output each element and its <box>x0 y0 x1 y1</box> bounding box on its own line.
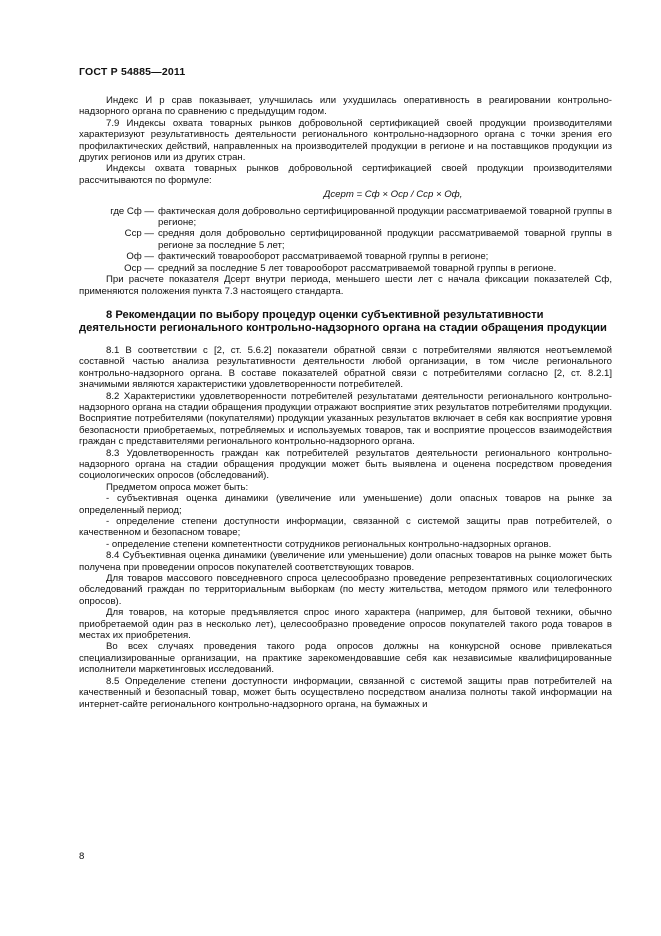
definitions-list <box>79 206 612 274</box>
definition-symbol: Оф — <box>126 251 154 263</box>
page-number: 8 <box>79 851 85 862</box>
paragraph: 8.2 Характеристики удовлетворенности потребителей результатами деятельности регионального контрольно-надзорного органа на стадии обращения продукции отражают восприятие этих результатов потребителями продукции. Восприятие потребителями (покупателями) продукции указанных результатов включает в себя как восприятие уровня безопасности приобретаемых, потребляемых и используемых товаров, так и восприятие процессов взаимодействия граждан с представителями регионального контрольно-надзорного органа. <box>79 390 612 448</box>
paragraph: Предметом опроса может быть: <box>106 481 249 493</box>
paragraph: 7.9 Индексы охвата товарных рынков добровольной сертификацией своей продукции производителями характеризуют результативность деятельности регионального контрольно-надзорного органа с точки зрения его профилактических действий, направленных на производителей продукции в регионе и на поставщиков продукции из других регионов или из других стран. <box>79 117 612 164</box>
definition-text: средний за последние 5 лет товарооборот рассматриваемой товарной группы в регионе. <box>158 262 557 274</box>
paragraph: 8.4 Субъективная оценка динамики (увеличение или уменьшение) доли опасных товаров на рынке может быть получена при проведении опросов покупателей соответствующих товаров. <box>79 550 612 573</box>
definition-symbol: где Сф — <box>110 205 154 217</box>
definition-item <box>79 228 612 251</box>
paragraph: 8.1 В соответствии с [2, ст. 5.6.2] показатели обратной связи с потребителями являются неотъемлемой составной частью анализа результативности деятельности любой организации, в том числе регионального контрольно-надзорного органа. В составе показателей обратной связи с потребителями согласно [2, ст. 8.2.1] значимыми являются характеристики удовлетворенности потребителей. <box>79 344 612 391</box>
definition-symbol: Оср — <box>124 262 154 274</box>
list-item: - субъективная оценка динамики (увеличение или уменьшение) доли опасных товаров на рынке за определенный период; <box>79 493 612 516</box>
section-heading: 8 Рекомендации по выбору процедур оценки субъективной результативности деятельности регионального контрольно-надзорного органа на стадии обращения продукции <box>79 308 607 334</box>
paragraph: Для товаров, на которые предъявляется спрос иного характера (например, для бытовой техники, обычно приобретаемой один раз в несколько лет), целесообразно проведение опросов покупателей такого рода товаров в местах их приобретения. <box>79 607 612 642</box>
paragraph: Индексы охвата товарных рынков добровольной сертификацией своей продукции производителями рассчитываются по формуле: <box>79 163 612 186</box>
list-item: - определение степени компетентности сотрудников региональных контрольно-надзорных органов. <box>106 538 552 550</box>
definition-text: фактическая доля добровольно сертифицированной продукции рассматриваемой товарной группы в регионе; <box>158 205 612 229</box>
paragraph: При расчете показателя Дсерт внутри периода, меньшего шести лет с начала фиксации показателей Сф, применяются положения пункта 7.3 настоящего стандарта. <box>79 274 612 297</box>
definition-item <box>79 251 612 262</box>
definition-text: фактический товарооборот рассматриваемой товарной группы в регионе; <box>158 251 489 263</box>
document-body <box>79 95 612 710</box>
paragraph: Индекс И р срав показывает, улучшилась или ухудшилась оперативность в реагировании контрольно-надзорного органа по сравнению с предыдущим годом. <box>79 95 612 118</box>
definition-item <box>79 206 612 229</box>
definition-symbol: Сср — <box>124 228 154 240</box>
paragraph: Во всех случаях проведения такого рода опросов должны на конкурсной основе привлекаться специализированные организации, на практике зарекомендовавшие себя как независимые квалифицированные исполнители маркетинговых исследований. <box>79 641 612 676</box>
document-header: ГОСТ Р 54885—2011 <box>79 66 186 78</box>
definition-item <box>79 263 612 274</box>
paragraph: Для товаров массового повседневного спроса целесообразно проведение репрезентативных социологических обследований граждан по территориальным выборкам (по месту жительства, методом прямого или телефонного опросов). <box>79 573 612 607</box>
definition-text: средняя доля добровольно сертифицированной продукции рассматриваемой товарной группы в регионе за последние 5 лет; <box>158 228 612 251</box>
formula: Дсерт = Сф × Оср / Сср × Оф, <box>323 189 463 201</box>
paragraph: 8.5 Определение степени доступности информации, связанной с системой защиты прав потребителей на качественный и безопасный товар, может быть осуществлено посредством анализа полноты такой информации на интернет-сайте регионального контрольно-надзорного органа, на бумажных и <box>79 675 612 710</box>
list-item: - определение степени доступности информации, связанной с системой защиты прав потребителей, о качественном и безопасном товаре; <box>79 516 612 539</box>
paragraph: 8.3 Удовлетворенность граждан как потребителей результатов деятельности регионального контрольно-надзорного органа на стадии обращения продукции может быть выявлена и оценена посредством проведения социологических опросов (обследований). <box>79 447 612 482</box>
